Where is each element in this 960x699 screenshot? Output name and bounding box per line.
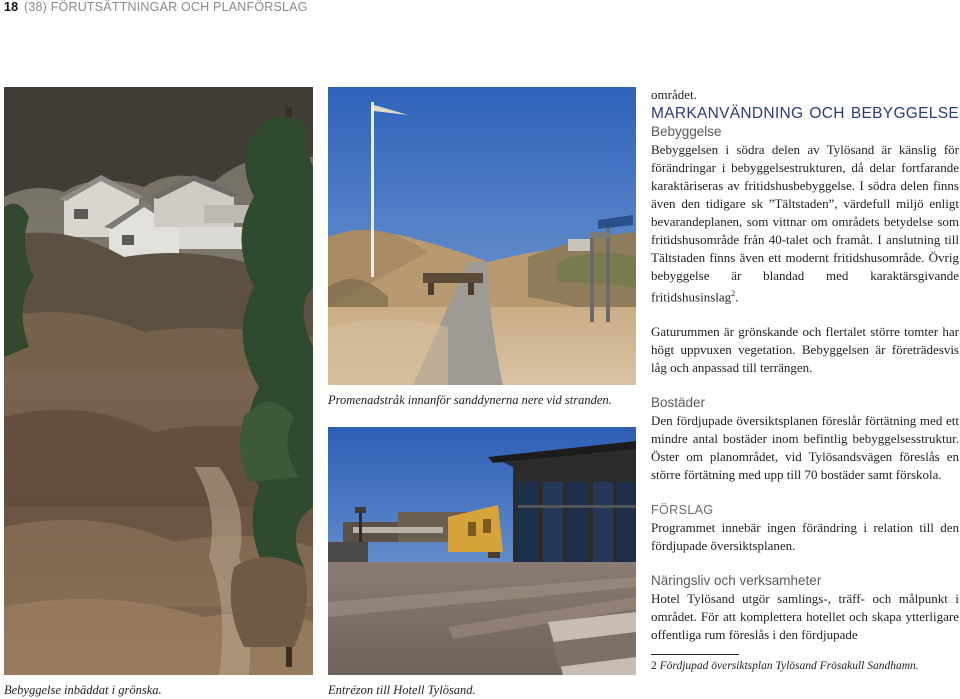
paragraph-bostader: Den fördjupade översiktsplanen föreslår förtätning med ett mindre antal bostäder inom befintlig bebyggelsesstruktur. Öster om planområdet, vid Tylösandsvägen föreslås en större förtätning med upp till 70 bostäder samt förskola. (651, 413, 959, 483)
footnote-text: Fördjupad översiktsplan Tylösand Frösakull Sandhamn. (659, 660, 919, 673)
paragraph-forslag: Programmet innebär ingen förändring i relation till den fördjupade översiktsplanen. (651, 520, 959, 554)
heading-forslag: FÖRSLAG (651, 503, 714, 518)
page-number: 18 (4, 0, 19, 14)
caption-dune-promenade: Promenadstråk innanför sanddynerna nere vid stranden. (328, 393, 612, 407)
caption-houses-in-greenery: Bebyggelse inbäddat i grönska. (4, 683, 162, 697)
lead-text: området. (651, 87, 697, 102)
footnote (651, 659, 959, 673)
paragraph-bebyggelse-end: . (735, 289, 739, 305)
heading-markanvandning: MARKANVÄNDNING OCH BEBYGGELSE (651, 105, 959, 122)
header-title: FÖRUTSÄTTNINGAR OCH PLANFÖRSLAG (50, 0, 308, 14)
footnote-ref: 2 (731, 289, 736, 298)
footnote-divider (651, 654, 739, 655)
page-of: (38) (24, 0, 48, 14)
footnote-number: 2 (651, 660, 657, 673)
paragraph-bebyggelse (651, 141, 959, 306)
page-header (4, 0, 308, 14)
photo-dune-promenade (328, 87, 636, 385)
heading-bebyggelse: Bebyggelse (651, 124, 722, 139)
photo-hotel-entrance (328, 427, 636, 675)
heading-naringsliv: Näringsliv och verksamheter (651, 573, 822, 589)
text-column (651, 86, 959, 673)
paragraph-gaturummen: Gaturummen är grönskande och flertalet större tomter har högt uppvuxen vegetation. Bebyggelsen är företrädesvis låg och anpassad till terrängen. (651, 324, 959, 376)
paragraph-naringsliv: Hotel Tylösand utgör samlings-, träff- och målpunkt i området. För att komplettera hotellet och skapa ytterligare offentliga rum föreslås i den fördjupade (651, 591, 959, 643)
paragraph-bebyggelse-body: Bebyggelsen i södra delen av Tylösand är känslig för förändringar i bebyggelsestrukturen, då delar fortfarande karaktäriseras av fritidshusbebyggelse. I södra delen finns även den tidigare sk ”Tältstaden”, värdefull miljö enligt bevarandeplanen, som vittnar om områdets betydelse som fritidshusområde från 40-talet och framåt. I anslutning till Tältstaden finns även ett modernt fritidshusområde. Övrig bebyggelse är blandad med karaktärsgivande fritidshusinslag (651, 142, 959, 305)
photo-houses-in-greenery (4, 87, 313, 675)
heading-bostader: Bostäder (651, 395, 706, 411)
caption-hotel-entrance: Entrézon till Hotell Tylösand. (328, 683, 476, 697)
